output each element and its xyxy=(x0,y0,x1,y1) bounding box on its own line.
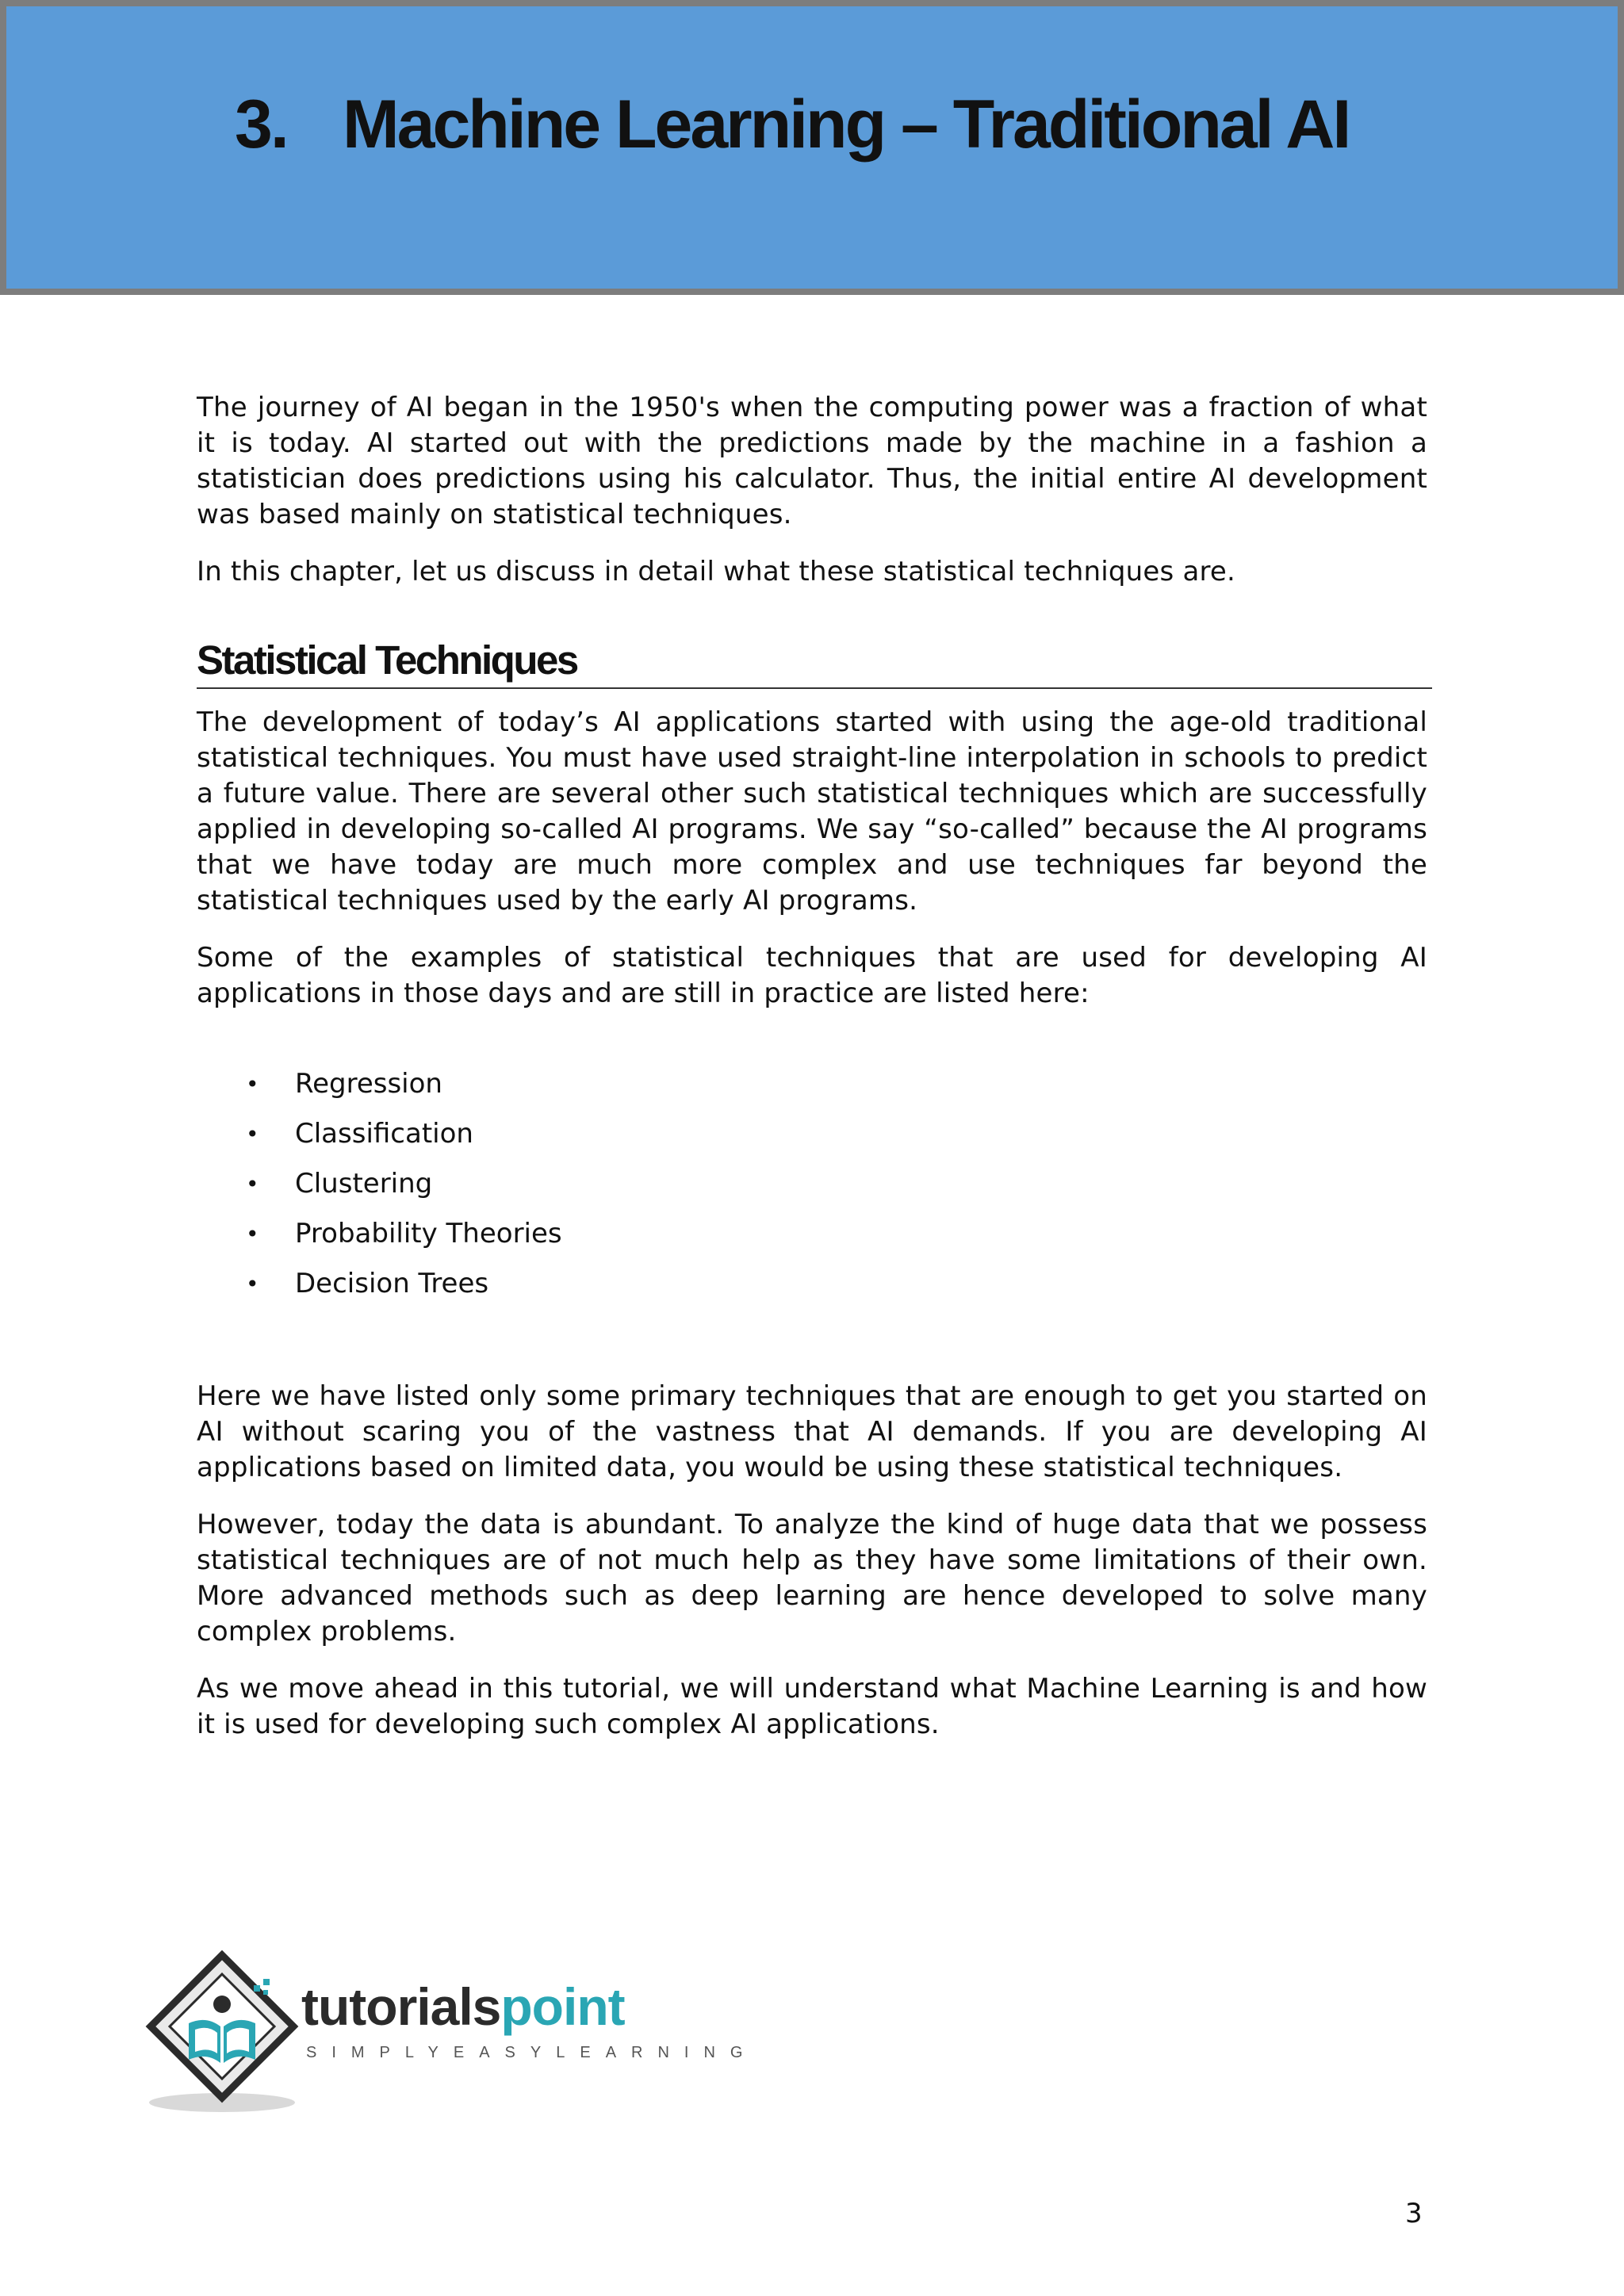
body-paragraph: Here we have listed only some primary techniques that are enough to get you started on AI without scaring you of the vastness that AI demands. If you are developing AI applications based on limited data, you would be using these statistical techniques. xyxy=(197,1380,1427,1483)
intro-paragraph: The journey of AI began in the 1950's when the computing power was a fraction of what it is today. AI started out with the predictions made by the machine in a fashion a statistician does predictions using his calculator. Thus, the initial entire AI development was based mainly on statistical techniques. xyxy=(197,392,1427,530)
body-paragraph: The development of today’s AI applications started with using the age-old traditional statistical techniques. You must have used straight-line interpolation in schools to predict a future value. There are several other such statistical techniques which are successfully applied in developing so-called AI programs. We say “so-called” because the AI programs that we have today are much more complex and use techniques far beyond the statistical techniques used by the early AI programs. xyxy=(197,706,1427,916)
logo-wordmark: tutorialspoint xyxy=(301,1977,625,2036)
bullet-icon: • xyxy=(246,1121,259,1147)
intro-paragraph: In this chapter, let us discuss in detail what these statistical techniques are. xyxy=(197,556,1236,587)
list-item-label: Decision Trees xyxy=(295,1268,489,1299)
bullet-icon: • xyxy=(246,1221,259,1247)
bullet-icon: • xyxy=(246,1071,259,1097)
list-item xyxy=(197,1059,1427,1109)
page-number: 3 xyxy=(1405,2198,1423,2229)
body-paragraph: Some of the examples of statistical techniques that are used for developing AI applications in those days and are still in practice are listed here: xyxy=(197,942,1427,1009)
logo-tagline: SIMPLYEASYLEARNING xyxy=(306,2044,758,2061)
list-item xyxy=(197,1209,1427,1259)
list-item xyxy=(197,1159,1427,1209)
technique-list xyxy=(197,1059,1427,1309)
book-diamond-icon xyxy=(143,1950,301,2117)
chapter-title-text: Machine Learning – Traditional AI xyxy=(343,86,1350,163)
section-heading: Statistical Techniques xyxy=(197,637,1432,689)
list-item-label: Regression xyxy=(295,1068,442,1100)
chapter-title xyxy=(235,86,1349,164)
list-item xyxy=(197,1109,1427,1159)
body-paragraph: However, today the data is abundant. To analyze the kind of huge data that we possess statistical techniques are of not much help as they have some limitations of their own. More advanced methods such as deep learning are hence developed to solve many complex problems. xyxy=(197,1509,1427,1647)
list-item-label: Probability Theories xyxy=(295,1218,562,1249)
bullet-icon: • xyxy=(246,1271,259,1297)
body-paragraph: As we move ahead in this tutorial, we will understand what Machine Learning is and how it is used for developing such complex AI applications. xyxy=(197,1673,1427,1740)
page-content xyxy=(197,390,1427,1764)
chapter-number: 3. xyxy=(235,86,287,163)
list-item-label: Classification xyxy=(295,1118,473,1150)
bullet-icon: • xyxy=(246,1171,259,1197)
list-item xyxy=(197,1259,1427,1309)
chapter-header-band xyxy=(0,0,1624,295)
tutorialspoint-logo xyxy=(143,1950,758,2117)
list-item-label: Clustering xyxy=(295,1168,433,1200)
